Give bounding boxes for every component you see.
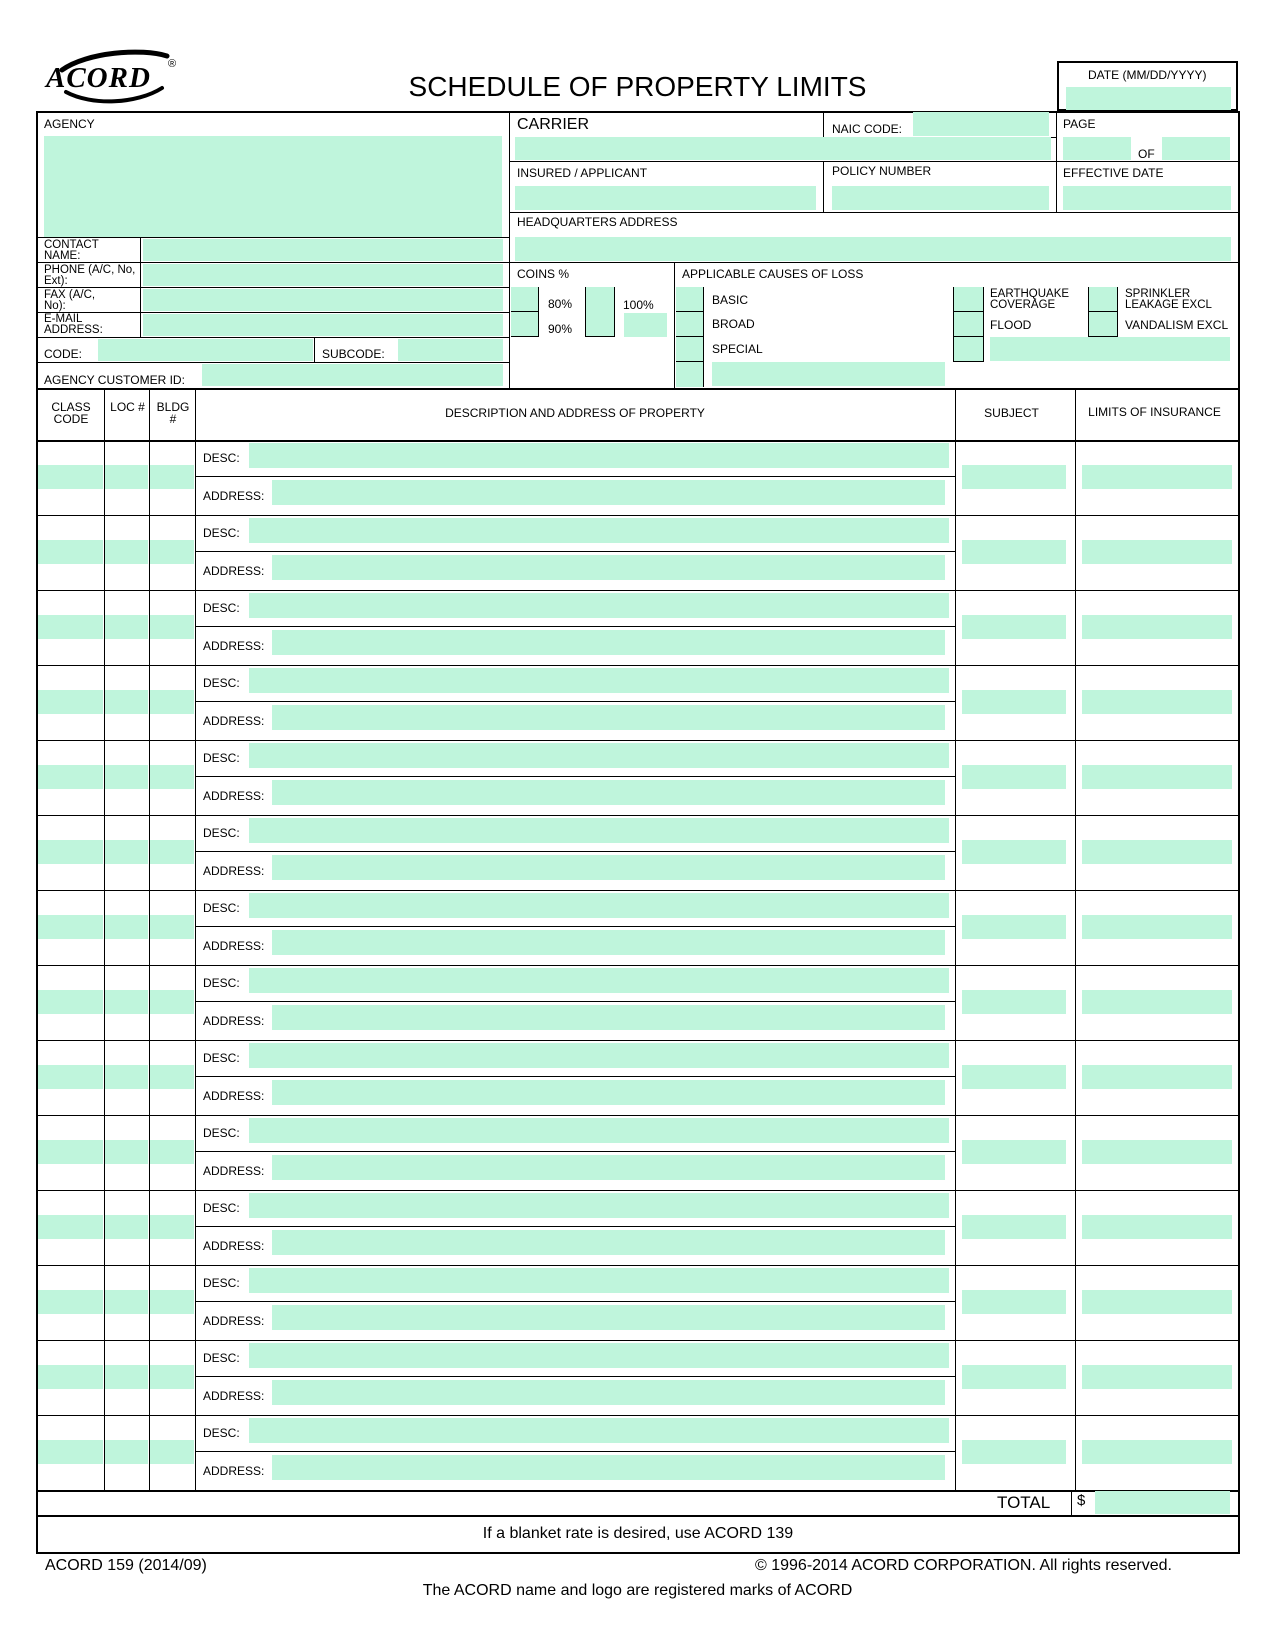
- loc-field[interactable]: [105, 765, 148, 789]
- address-label: ADDRESS:: [203, 1089, 265, 1103]
- loc-field[interactable]: [105, 840, 148, 864]
- acord-logo-text: ACORD: [46, 62, 151, 94]
- loc-field[interactable]: [105, 1440, 148, 1464]
- limits-field[interactable]: [1082, 1365, 1232, 1389]
- desc-field[interactable]: [249, 1418, 949, 1443]
- col-loc: LOC #: [110, 400, 145, 414]
- address-field[interactable]: [272, 1005, 945, 1030]
- effective-date-field[interactable]: [1063, 186, 1231, 210]
- limits-field[interactable]: [1082, 1440, 1232, 1464]
- other-cause-field[interactable]: [712, 362, 945, 386]
- subject-field[interactable]: [962, 990, 1066, 1014]
- desc-field[interactable]: [249, 1043, 949, 1068]
- limits-field[interactable]: [1082, 1215, 1232, 1239]
- address-field[interactable]: [272, 1230, 945, 1255]
- desc-label: DESC:: [203, 526, 240, 540]
- other-cause-checkbox[interactable]: [676, 362, 704, 387]
- address-label: ADDRESS:: [203, 1464, 265, 1478]
- subject-field[interactable]: [962, 690, 1066, 714]
- bldg-field[interactable]: [150, 1365, 194, 1389]
- limits-field[interactable]: [1082, 765, 1232, 789]
- bldg-field[interactable]: [150, 990, 194, 1014]
- limits-field[interactable]: [1082, 615, 1232, 639]
- trademark-note: The ACORD name and logo are registered marks of ACORD: [422, 1582, 853, 1599]
- page-of-field[interactable]: [1162, 137, 1230, 160]
- special-label: SPECIAL: [712, 342, 763, 356]
- desc-label: DESC:: [203, 1126, 240, 1140]
- broad-checkbox[interactable]: [676, 312, 704, 337]
- insured-field[interactable]: [515, 186, 816, 210]
- col-description: DESCRIPTION AND ADDRESS OF PROPERTY: [445, 406, 705, 420]
- desc-field[interactable]: [249, 743, 949, 768]
- address-field[interactable]: [272, 855, 945, 880]
- flood-label: FLOOD: [990, 318, 1032, 332]
- coins-80-checkbox[interactable]: [511, 287, 539, 312]
- col-limits: LIMITS OF INSURANCE: [1088, 405, 1221, 419]
- desc-label: DESC:: [203, 826, 240, 840]
- desc-field[interactable]: [249, 668, 949, 693]
- customer-id-label: AGENCY CUSTOMER ID:: [44, 373, 185, 387]
- coins-label: COINS %: [517, 267, 570, 281]
- subcode-label: SUBCODE:: [322, 347, 385, 361]
- address-label: ADDRESS:: [203, 789, 265, 803]
- address-field[interactable]: [272, 630, 945, 655]
- loc-field[interactable]: [105, 1290, 148, 1314]
- loc-field[interactable]: [105, 1140, 148, 1164]
- class-code-field[interactable]: [38, 990, 103, 1014]
- address-field[interactable]: [272, 780, 945, 805]
- subject-field[interactable]: [962, 540, 1066, 564]
- coins-90-checkbox[interactable]: [511, 312, 539, 337]
- agency-field[interactable]: [44, 136, 502, 237]
- address-label: ADDRESS:: [203, 639, 265, 653]
- page-title: SCHEDULE OF PROPERTY LIMITS: [408, 71, 867, 102]
- desc-field[interactable]: [249, 1193, 949, 1218]
- loc-field[interactable]: [105, 690, 148, 714]
- desc-label: DESC:: [203, 676, 240, 690]
- col-bldg: BLDG #: [156, 400, 190, 426]
- class-code-field[interactable]: [38, 1440, 103, 1464]
- loc-field[interactable]: [105, 915, 148, 939]
- class-code-field[interactable]: [38, 765, 103, 789]
- other-coverage-field[interactable]: [990, 337, 1230, 361]
- sprinkler-label: SPRINKLER LEAKAGE EXCL: [1125, 288, 1212, 311]
- earthquake-checkbox[interactable]: [953, 287, 984, 312]
- subject-field[interactable]: [962, 1065, 1066, 1089]
- customer-id-field[interactable]: [202, 364, 503, 386]
- limits-field[interactable]: [1082, 1065, 1232, 1089]
- loc-field[interactable]: [105, 1065, 148, 1089]
- date-field[interactable]: [1066, 87, 1231, 110]
- bldg-field[interactable]: [150, 1215, 194, 1239]
- total-label: TOTAL: [997, 1493, 1051, 1512]
- bldg-field[interactable]: [150, 465, 194, 489]
- other-coverage-checkbox[interactable]: [953, 337, 984, 362]
- address-field[interactable]: [272, 1155, 945, 1180]
- desc-field[interactable]: [249, 1343, 949, 1368]
- copyright: © 1996-2014 ACORD CORPORATION. All rights reserved.: [755, 1557, 1172, 1574]
- fax-field[interactable]: [143, 289, 503, 311]
- blanket-rate-note: If a blanket rate is desired, use ACORD 139: [482, 1525, 794, 1542]
- subject-field[interactable]: [962, 915, 1066, 939]
- vandalism-checkbox[interactable]: [1088, 312, 1118, 337]
- class-code-field[interactable]: [38, 840, 103, 864]
- desc-field[interactable]: [249, 593, 949, 618]
- desc-field[interactable]: [249, 968, 949, 993]
- loc-field[interactable]: [105, 1365, 148, 1389]
- class-code-field[interactable]: [38, 690, 103, 714]
- address-field[interactable]: [272, 1080, 945, 1105]
- bldg-field[interactable]: [150, 840, 194, 864]
- desc-label: DESC:: [203, 1426, 240, 1440]
- address-field[interactable]: [272, 555, 945, 580]
- email-label: E-MAIL ADDRESS:: [44, 313, 103, 336]
- address-label: ADDRESS:: [203, 714, 265, 728]
- basic-label: BASIC: [712, 293, 749, 307]
- desc-field[interactable]: [249, 1268, 949, 1293]
- address-field[interactable]: [272, 1380, 945, 1405]
- subject-field[interactable]: [962, 465, 1066, 489]
- coins-80-label: 80%: [548, 297, 573, 311]
- subject-field[interactable]: [962, 840, 1066, 864]
- loc-field[interactable]: [105, 1215, 148, 1239]
- address-label: ADDRESS:: [203, 1164, 265, 1178]
- bldg-field[interactable]: [150, 1140, 194, 1164]
- subject-field[interactable]: [962, 1140, 1066, 1164]
- subject-field[interactable]: [962, 1290, 1066, 1314]
- limits-field[interactable]: [1082, 465, 1232, 489]
- address-field[interactable]: [272, 1455, 945, 1480]
- address-label: ADDRESS:: [203, 1314, 265, 1328]
- desc-label: DESC:: [203, 1351, 240, 1365]
- page-label: PAGE: [1063, 117, 1096, 131]
- earthquake-label: EARTHQUAKE COVERAGE: [990, 288, 1070, 311]
- address-field[interactable]: [272, 1305, 945, 1330]
- subject-field[interactable]: [962, 1215, 1066, 1239]
- currency-symbol: $: [1077, 1492, 1086, 1509]
- limits-field[interactable]: [1082, 915, 1232, 939]
- loc-field[interactable]: [105, 990, 148, 1014]
- class-code-field[interactable]: [38, 915, 103, 939]
- bldg-field[interactable]: [150, 1440, 194, 1464]
- loc-field[interactable]: [105, 540, 148, 564]
- limits-field[interactable]: [1082, 990, 1232, 1014]
- contact-name-field[interactable]: [143, 239, 503, 261]
- address-label: ADDRESS:: [203, 1014, 265, 1028]
- subject-field[interactable]: [962, 1365, 1066, 1389]
- total-field[interactable]: [1095, 1491, 1230, 1514]
- address-label: ADDRESS:: [203, 864, 265, 878]
- coins-100-label: 100%: [623, 298, 654, 312]
- subject-field[interactable]: [962, 615, 1066, 639]
- naic-field[interactable]: [913, 112, 1049, 136]
- hq-address-field[interactable]: [515, 237, 1231, 261]
- sprinkler-checkbox[interactable]: [1088, 287, 1118, 312]
- desc-label: DESC:: [203, 451, 240, 465]
- bldg-field[interactable]: [150, 615, 194, 639]
- code-label: CODE:: [44, 347, 83, 361]
- loc-field[interactable]: [105, 615, 148, 639]
- coins-other-field[interactable]: [624, 313, 667, 337]
- class-code-field[interactable]: [38, 615, 103, 639]
- subject-field[interactable]: [962, 765, 1066, 789]
- subcode-field[interactable]: [398, 339, 503, 361]
- desc-label: DESC:: [203, 1276, 240, 1290]
- desc-field[interactable]: [249, 893, 949, 918]
- limits-field[interactable]: [1082, 1290, 1232, 1314]
- class-code-field[interactable]: [38, 465, 103, 489]
- page-field[interactable]: [1063, 137, 1131, 160]
- agency-label: AGENCY: [44, 117, 95, 131]
- naic-label: NAIC CODE:: [832, 122, 903, 136]
- class-code-field[interactable]: [38, 540, 103, 564]
- class-code-field[interactable]: [38, 1140, 103, 1164]
- class-code-field[interactable]: [38, 1290, 103, 1314]
- address-field[interactable]: [272, 930, 945, 955]
- bldg-field[interactable]: [150, 1290, 194, 1314]
- limits-field[interactable]: [1082, 840, 1232, 864]
- date-label: DATE (MM/DD/YYYY): [1088, 68, 1207, 82]
- address-label: ADDRESS:: [203, 1389, 265, 1403]
- vandalism-label: VANDALISM EXCL: [1125, 318, 1229, 332]
- fax-label: FAX (A/C, No):: [44, 289, 96, 312]
- desc-label: DESC:: [203, 751, 240, 765]
- registered-mark: ®: [168, 58, 177, 70]
- hq-address-label: HEADQUARTERS ADDRESS: [517, 215, 678, 229]
- desc-label: DESC:: [203, 976, 240, 990]
- address-label: ADDRESS:: [203, 939, 265, 953]
- limits-field[interactable]: [1082, 1140, 1232, 1164]
- contact-name-label: CONTACT NAME:: [44, 239, 99, 262]
- class-code-field[interactable]: [38, 1065, 103, 1089]
- loc-field[interactable]: [105, 465, 148, 489]
- code-field[interactable]: [98, 339, 313, 361]
- desc-field[interactable]: [249, 818, 949, 843]
- broad-label: BROAD: [712, 317, 755, 331]
- desc-label: DESC:: [203, 1051, 240, 1065]
- special-checkbox[interactable]: [676, 337, 704, 362]
- address-label: ADDRESS:: [203, 564, 265, 578]
- bldg-field[interactable]: [150, 690, 194, 714]
- class-code-field[interactable]: [38, 1365, 103, 1389]
- desc-field[interactable]: [249, 1118, 949, 1143]
- desc-field[interactable]: [249, 443, 949, 468]
- form-id: ACORD 159 (2014/09): [45, 1557, 207, 1574]
- address-label: ADDRESS:: [203, 489, 265, 503]
- address-label: ADDRESS:: [203, 1239, 265, 1253]
- phone-label: PHONE (A/C, No, Ext):: [44, 264, 136, 287]
- subject-field[interactable]: [962, 1440, 1066, 1464]
- flood-checkbox[interactable]: [953, 312, 984, 337]
- desc-field[interactable]: [249, 518, 949, 543]
- class-code-field[interactable]: [38, 1215, 103, 1239]
- policy-number-label: POLICY NUMBER: [832, 164, 932, 178]
- col-subject: SUBJECT: [984, 406, 1039, 420]
- desc-label: DESC:: [203, 1201, 240, 1215]
- causes-label: APPLICABLE CAUSES OF LOSS: [682, 267, 864, 281]
- policy-number-field[interactable]: [832, 186, 1049, 210]
- of-label: OF: [1138, 147, 1155, 161]
- bldg-field[interactable]: [150, 915, 194, 939]
- coins-90-label: 90%: [548, 322, 573, 336]
- limits-field[interactable]: [1082, 540, 1232, 564]
- col-class-code: CLASS CODE: [51, 400, 91, 426]
- desc-label: DESC:: [203, 601, 240, 615]
- insured-label: INSURED / APPLICANT: [517, 166, 648, 180]
- carrier-field[interactable]: [515, 137, 1051, 160]
- email-field[interactable]: [143, 314, 503, 336]
- basic-checkbox[interactable]: [676, 287, 704, 312]
- address-field[interactable]: [272, 705, 945, 730]
- desc-label: DESC:: [203, 901, 240, 915]
- carrier-label: CARRIER: [517, 116, 590, 133]
- bldg-field[interactable]: [150, 1065, 194, 1089]
- coins-100-checkbox[interactable]: [585, 287, 615, 337]
- bldg-field[interactable]: [150, 765, 194, 789]
- limits-field[interactable]: [1082, 690, 1232, 714]
- phone-field[interactable]: [143, 264, 503, 286]
- bldg-field[interactable]: [150, 540, 194, 564]
- effective-date-label: EFFECTIVE DATE: [1063, 166, 1164, 180]
- address-field[interactable]: [272, 480, 945, 505]
